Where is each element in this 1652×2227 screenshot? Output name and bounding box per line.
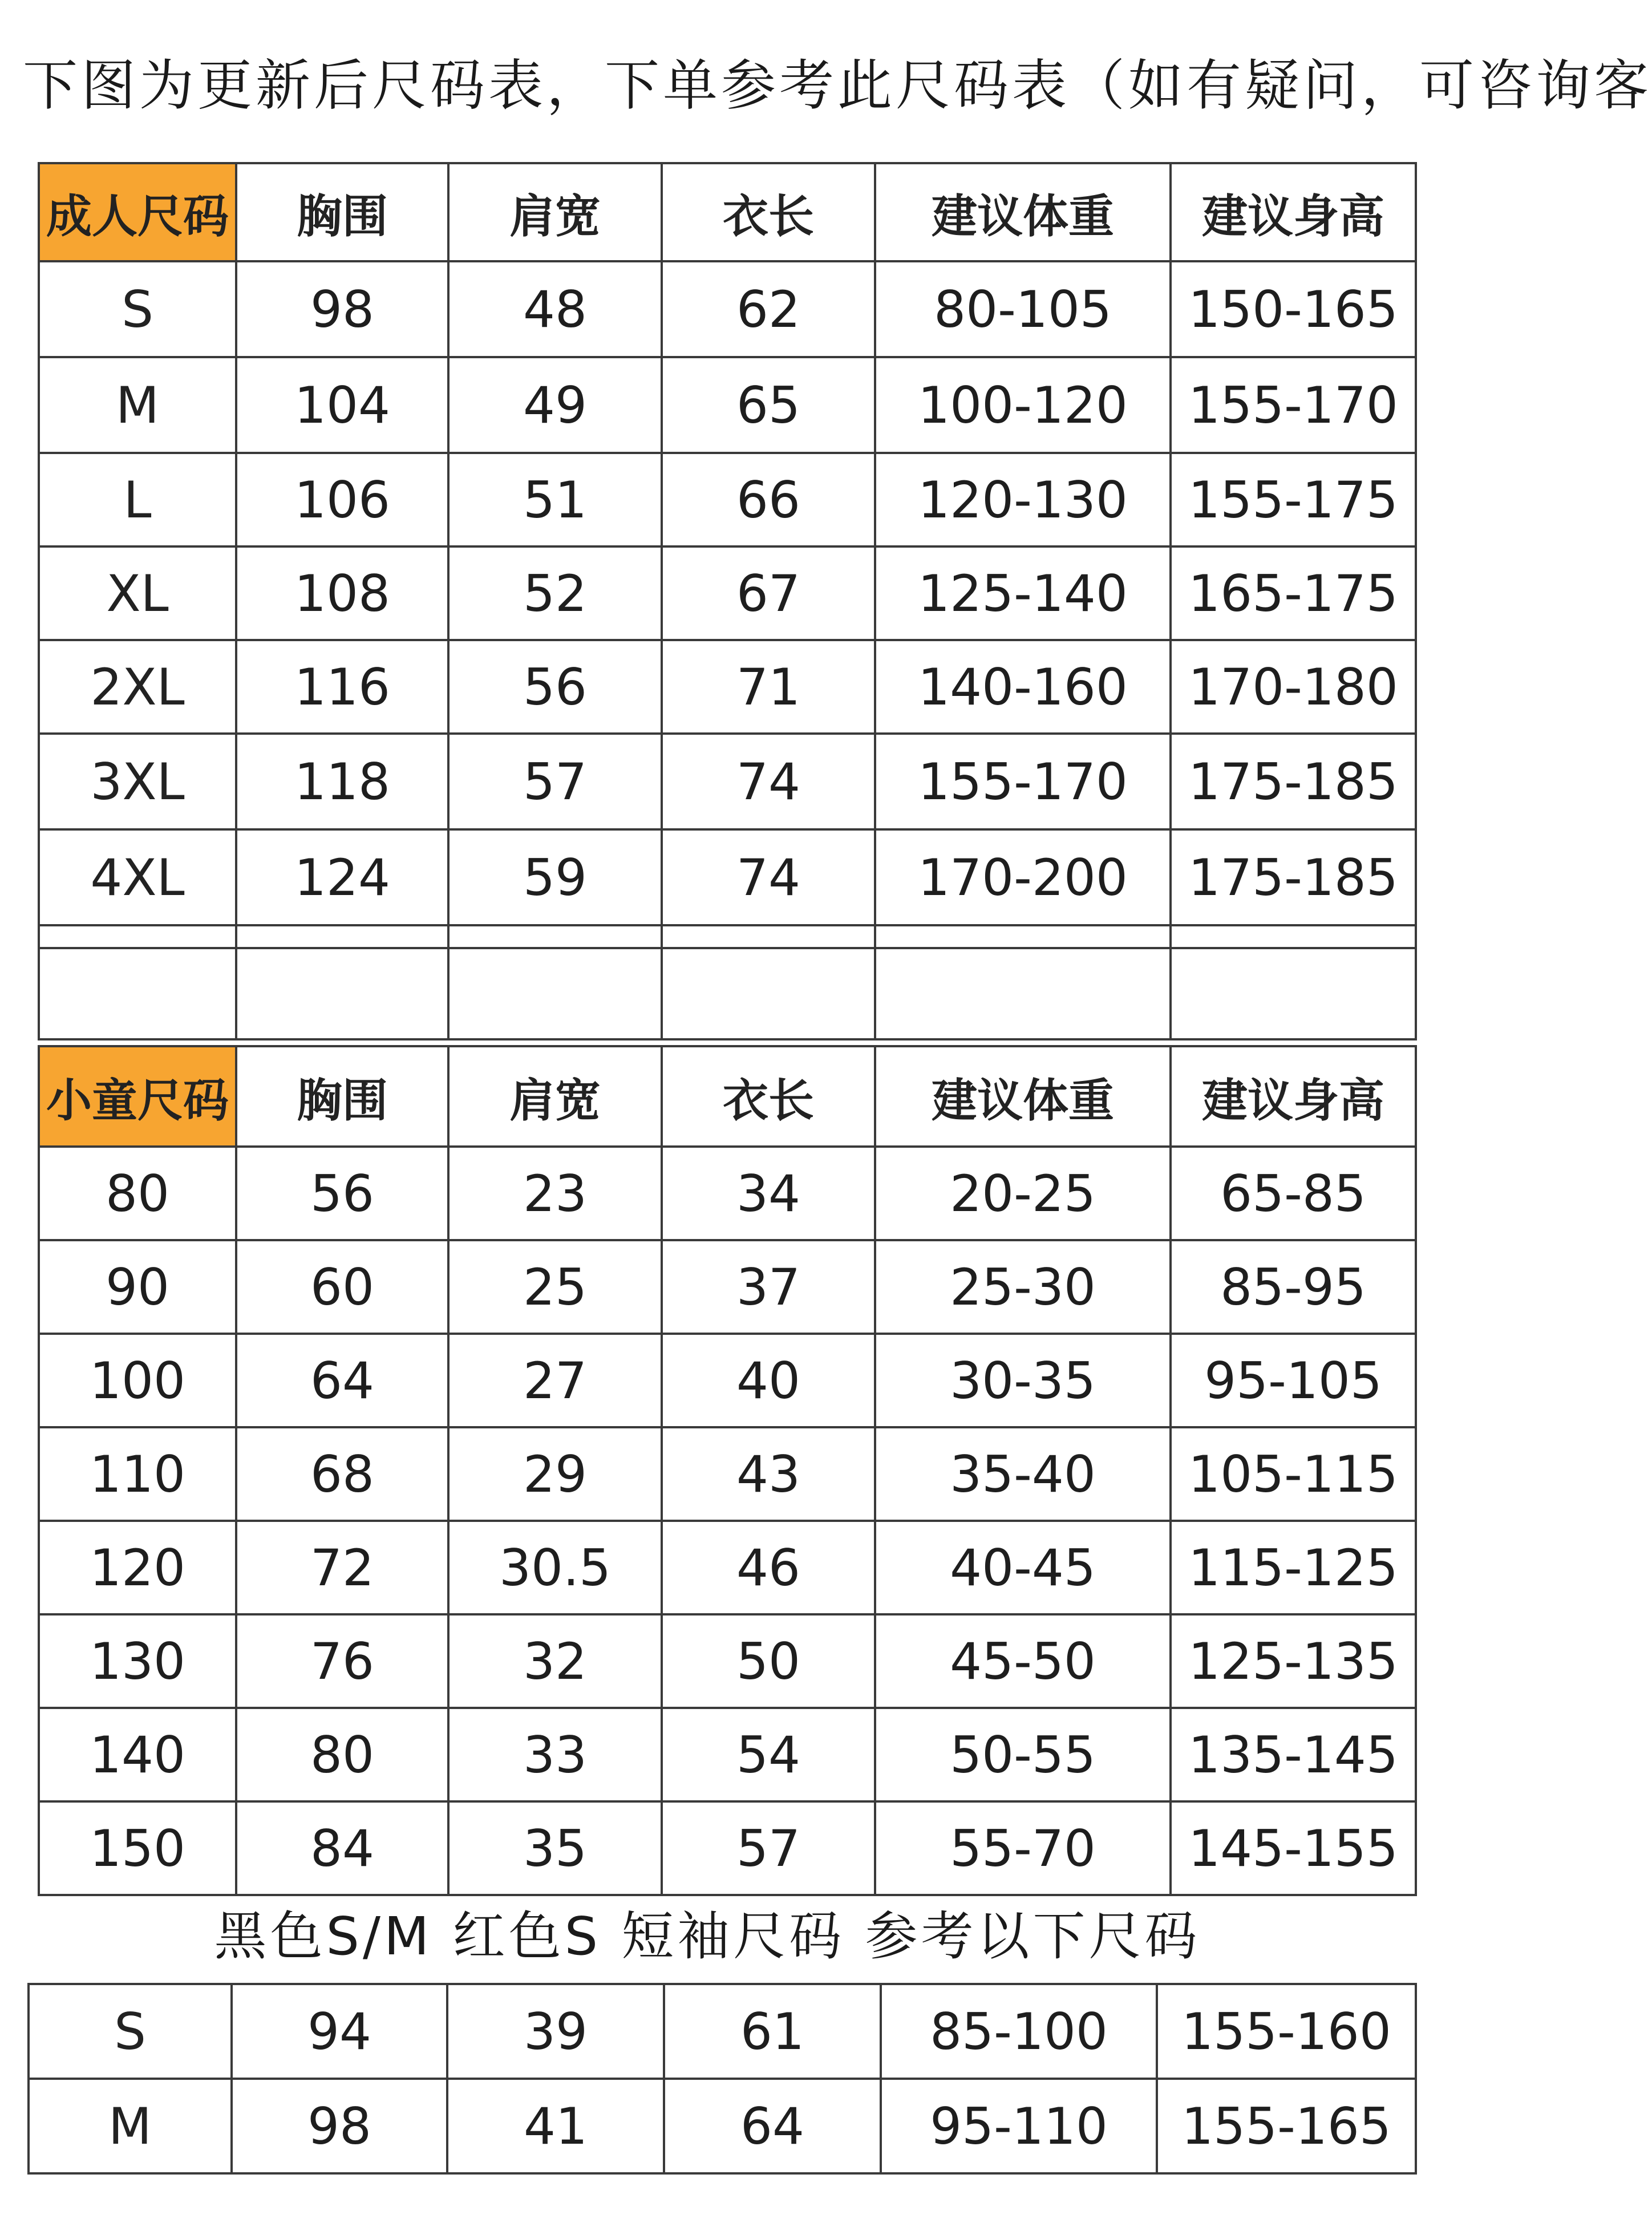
shoulder-cell: 52 [448,546,662,640]
table-header-row [39,1046,1416,1147]
short-sleeve-size-table [27,1983,1417,2175]
chest-cell: 106 [236,453,448,546]
length-cell: 54 [662,1708,875,1801]
weight-cell: 20-25 [875,1147,1171,1240]
table-row [29,2079,1416,2173]
length-cell: 43 [662,1427,875,1521]
empty-row [39,948,1416,1039]
weight-cell: 155-170 [875,734,1171,829]
notice-text: 下图为更新后尺码表，下单参考此尺码表（如有疑问，可咨询客 [23,54,1652,118]
table-row [39,1521,1416,1614]
size-cell: 3XL [39,734,236,829]
weight-cell: 45-50 [875,1614,1171,1708]
height-cell: 135-145 [1171,1708,1416,1801]
shoulder-cell: 25 [448,1240,662,1334]
weight-cell: 120-130 [875,453,1171,546]
weight-cell: 140-160 [875,640,1171,734]
chest-cell: 104 [236,357,448,453]
length-cell: 62 [662,261,875,357]
chest-cell: 72 [236,1521,448,1614]
size-cell: 150 [39,1801,236,1895]
length-cell: 34 [662,1147,875,1240]
header-cell-chest: 胸围 [236,163,448,261]
length-cell: 71 [662,640,875,734]
length-cell: 67 [662,546,875,640]
height-cell: 115-125 [1171,1521,1416,1614]
shoulder-cell: 51 [448,453,662,546]
empty-cell [662,948,875,1039]
empty-cell [1171,925,1416,948]
shoulder-cell: 56 [448,640,662,734]
weight-cell: 40-45 [875,1521,1171,1614]
table-row [39,1801,1416,1895]
size-cell: 130 [39,1614,236,1708]
table-row [39,1147,1416,1240]
length-cell: 74 [662,734,875,829]
size-cell: S [39,261,236,357]
chest-cell: 60 [236,1240,448,1334]
adult-size-table [38,162,1417,1040]
size-cell: 110 [39,1427,236,1521]
weight-cell: 170-200 [875,829,1171,925]
weight-cell: 80-105 [875,261,1171,357]
size-cell: L [39,453,236,546]
header-cell-chest: 胸围 [236,1046,448,1147]
length-cell: 64 [664,2079,881,2173]
empty-cell [875,925,1171,948]
shoulder-cell: 33 [448,1708,662,1801]
length-cell: 74 [662,829,875,925]
chest-cell: 108 [236,546,448,640]
empty-cell [236,948,448,1039]
chest-cell: 64 [236,1334,448,1427]
header-cell-size: 成人尺码 [39,163,236,261]
table-row [39,1708,1416,1801]
height-cell: 175-185 [1171,829,1416,925]
size-cell: S [29,1984,232,2079]
length-cell: 37 [662,1240,875,1334]
empty-cell [236,925,448,948]
header-cell-size: 小童尺码 [39,1046,236,1147]
height-cell: 145-155 [1171,1801,1416,1895]
length-cell: 66 [662,453,875,546]
weight-cell: 35-40 [875,1427,1171,1521]
header-cell-shoulder: 肩宽 [448,1046,662,1147]
chest-cell: 68 [236,1427,448,1521]
length-cell: 50 [662,1614,875,1708]
height-cell: 170-180 [1171,640,1416,734]
shoulder-cell: 49 [448,357,662,453]
height-cell: 155-160 [1157,1984,1416,2079]
table-header-row [39,163,1416,261]
shoulder-cell: 41 [447,2079,664,2173]
chest-cell: 118 [236,734,448,829]
shoulder-cell: 35 [448,1801,662,1895]
chest-cell: 124 [236,829,448,925]
length-cell: 61 [664,1984,881,2079]
empty-cell [448,948,662,1039]
height-cell: 155-170 [1171,357,1416,453]
chest-cell: 76 [236,1614,448,1708]
length-cell: 46 [662,1521,875,1614]
empty-cell [1171,948,1416,1039]
length-cell: 65 [662,357,875,453]
shoulder-cell: 30.5 [448,1521,662,1614]
weight-cell: 55-70 [875,1801,1171,1895]
shoulder-cell: 32 [448,1614,662,1708]
header-cell-weight: 建议体重 [875,1046,1171,1147]
empty-row [39,925,1416,948]
chest-cell: 98 [232,2079,447,2173]
short-sleeve-title: 黑色S/M 红色S 短袖尺码 参考以下尺码 [214,1906,1201,1967]
child-size-table [38,1045,1417,1896]
table-row [39,546,1416,640]
size-cell: XL [39,546,236,640]
height-cell: 65-85 [1171,1147,1416,1240]
size-cell: 4XL [39,829,236,925]
table-row [29,1984,1416,2079]
empty-cell [662,925,875,948]
table-row [39,261,1416,357]
table-row [39,640,1416,734]
chest-cell: 94 [232,1984,447,2079]
header-cell-length: 衣长 [662,163,875,261]
weight-cell: 125-140 [875,546,1171,640]
header-cell-height: 建议身高 [1171,163,1416,261]
shoulder-cell: 59 [448,829,662,925]
header-cell-length: 衣长 [662,1046,875,1147]
height-cell: 95-105 [1171,1334,1416,1427]
shoulder-cell: 57 [448,734,662,829]
height-cell: 125-135 [1171,1614,1416,1708]
empty-cell [875,948,1171,1039]
table-row [39,734,1416,829]
weight-cell: 25-30 [875,1240,1171,1334]
table-row [39,1240,1416,1334]
height-cell: 155-165 [1157,2079,1416,2173]
table-row [39,1427,1416,1521]
size-cell: M [39,357,236,453]
shoulder-cell: 29 [448,1427,662,1521]
shoulder-cell: 39 [447,1984,664,2079]
header-cell-height: 建议身高 [1171,1046,1416,1147]
empty-cell [39,948,236,1039]
weight-cell: 100-120 [875,357,1171,453]
height-cell: 175-185 [1171,734,1416,829]
height-cell: 155-175 [1171,453,1416,546]
shoulder-cell: 48 [448,261,662,357]
height-cell: 165-175 [1171,546,1416,640]
empty-cell [448,925,662,948]
chest-cell: 98 [236,261,448,357]
table-row [39,453,1416,546]
size-cell: 80 [39,1147,236,1240]
size-cell: 2XL [39,640,236,734]
shoulder-cell: 23 [448,1147,662,1240]
chest-cell: 80 [236,1708,448,1801]
table-row [39,829,1416,925]
size-cell: M [29,2079,232,2173]
height-cell: 85-95 [1171,1240,1416,1334]
height-cell: 105-115 [1171,1427,1416,1521]
table-row [39,357,1416,453]
size-cell: 120 [39,1521,236,1614]
size-cell: 100 [39,1334,236,1427]
length-cell: 40 [662,1334,875,1427]
chest-cell: 56 [236,1147,448,1240]
weight-cell: 30-35 [875,1334,1171,1427]
shoulder-cell: 27 [448,1334,662,1427]
weight-cell: 95-110 [881,2079,1157,2173]
weight-cell: 85-100 [881,1984,1157,2079]
header-cell-shoulder: 肩宽 [448,163,662,261]
height-cell: 150-165 [1171,261,1416,357]
size-cell: 90 [39,1240,236,1334]
chest-cell: 84 [236,1801,448,1895]
weight-cell: 50-55 [875,1708,1171,1801]
table-row [39,1614,1416,1708]
chest-cell: 116 [236,640,448,734]
header-cell-weight: 建议体重 [875,163,1171,261]
table-row [39,1334,1416,1427]
empty-cell [39,925,236,948]
length-cell: 57 [662,1801,875,1895]
size-cell: 140 [39,1708,236,1801]
